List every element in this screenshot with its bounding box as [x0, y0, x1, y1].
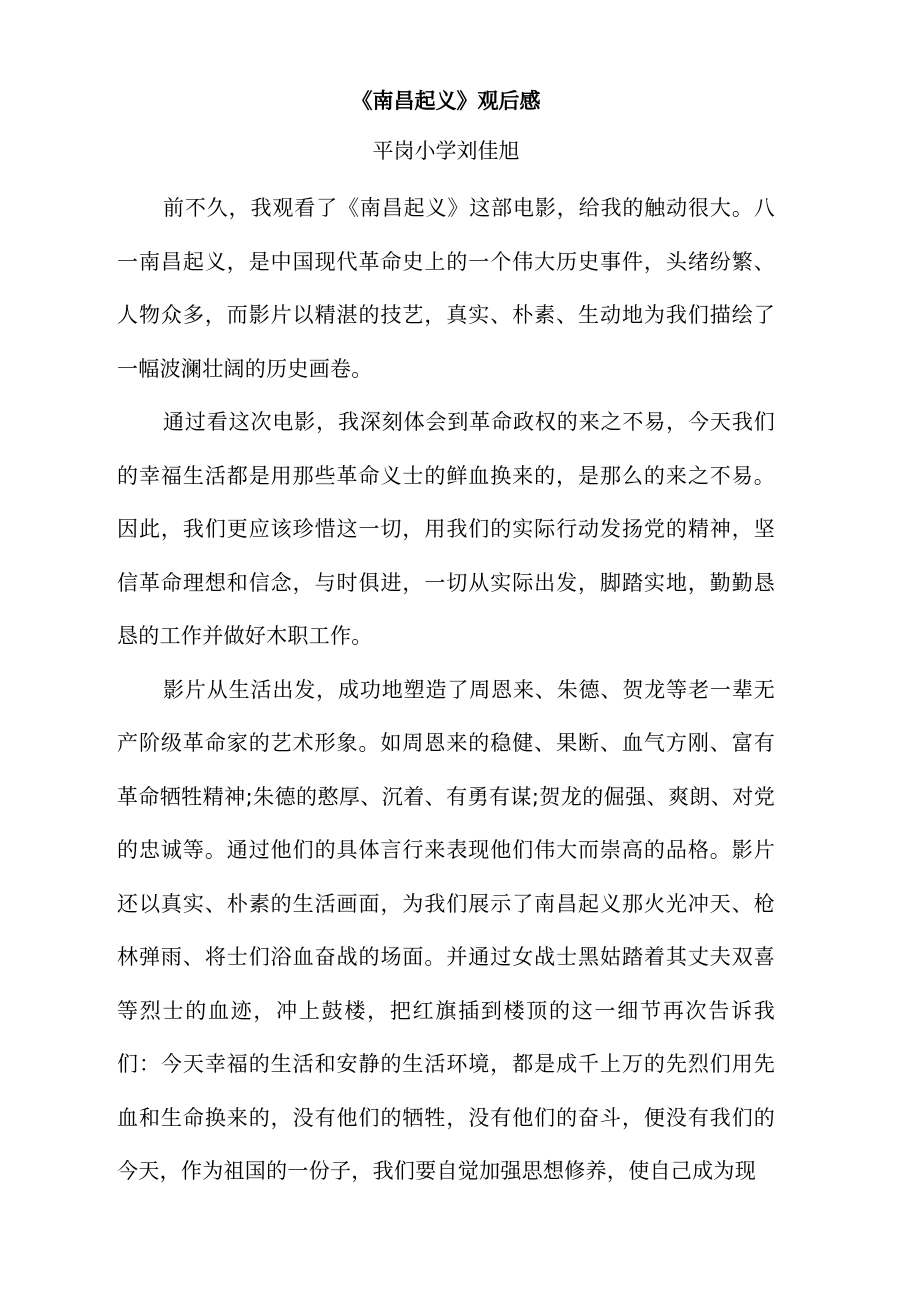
document-title: 《南昌起义》观后感: [351, 89, 541, 113]
document-page: [117, 86, 775, 1199]
paragraph-2: 通过看这次电影，我深刻体会到革命政权的来之不易，今天我们的幸福生活都是用那些革命义士的鲜血换来的，是那么的来之不易。因此，我们更应该珍惜这一切，用我们的实际行动发扬党的精神，坚信革命理想和信念，与时俱进，一切从实际出发，脚踏实地，勤勤恳恳的工作并做好木职工作。: [117, 410, 775, 648]
paragraph-3: 影片从生活出发，成功地塑造了周恩来、朱德、贺龙等老一辈无产阶级革命家的艺术形象。如周恩来的稳健、果断、血气方刚、富有革命牺牲精神;朱德的憨厚、沉着、有勇有谋;贺龙的倔强、爽朗、对党的忠诚等。通过他们的具体言行来表现他们伟大而崇高的品格。影片还以真实、朴素的生活画面，为我们展示了南昌起义那火光冲天、枪林弹雨、将士们浴血奋战的场面。并通过女战士黑姑踏着其丈夫双喜等烈士的血迹，冲上鼓楼，把红旗插到楼顶的这一细节再次告诉我们：今天幸福的生活和安静的生活环境，都是成千上万的先烈们用先血和生命换来的，没有他们的牺牲，没有他们的奋斗，便没有我们的今天，作为祖国的一份子，我们要自觉加强思想修养，使自己成为现: [117, 677, 775, 1183]
paragraph-1: 前不久，我观看了《南昌起义》这部电影，给我的触动很大。八一南昌起义，是中国现代革命史上的一个伟大历史事件，头绪纷繁、人物众多，而影片以精湛的技艺，真实、朴素、生动地为我们描绘了一幅波澜壮阔的历史画卷。: [117, 196, 775, 381]
document-author: 平岗小学刘佳旭: [372, 139, 520, 163]
